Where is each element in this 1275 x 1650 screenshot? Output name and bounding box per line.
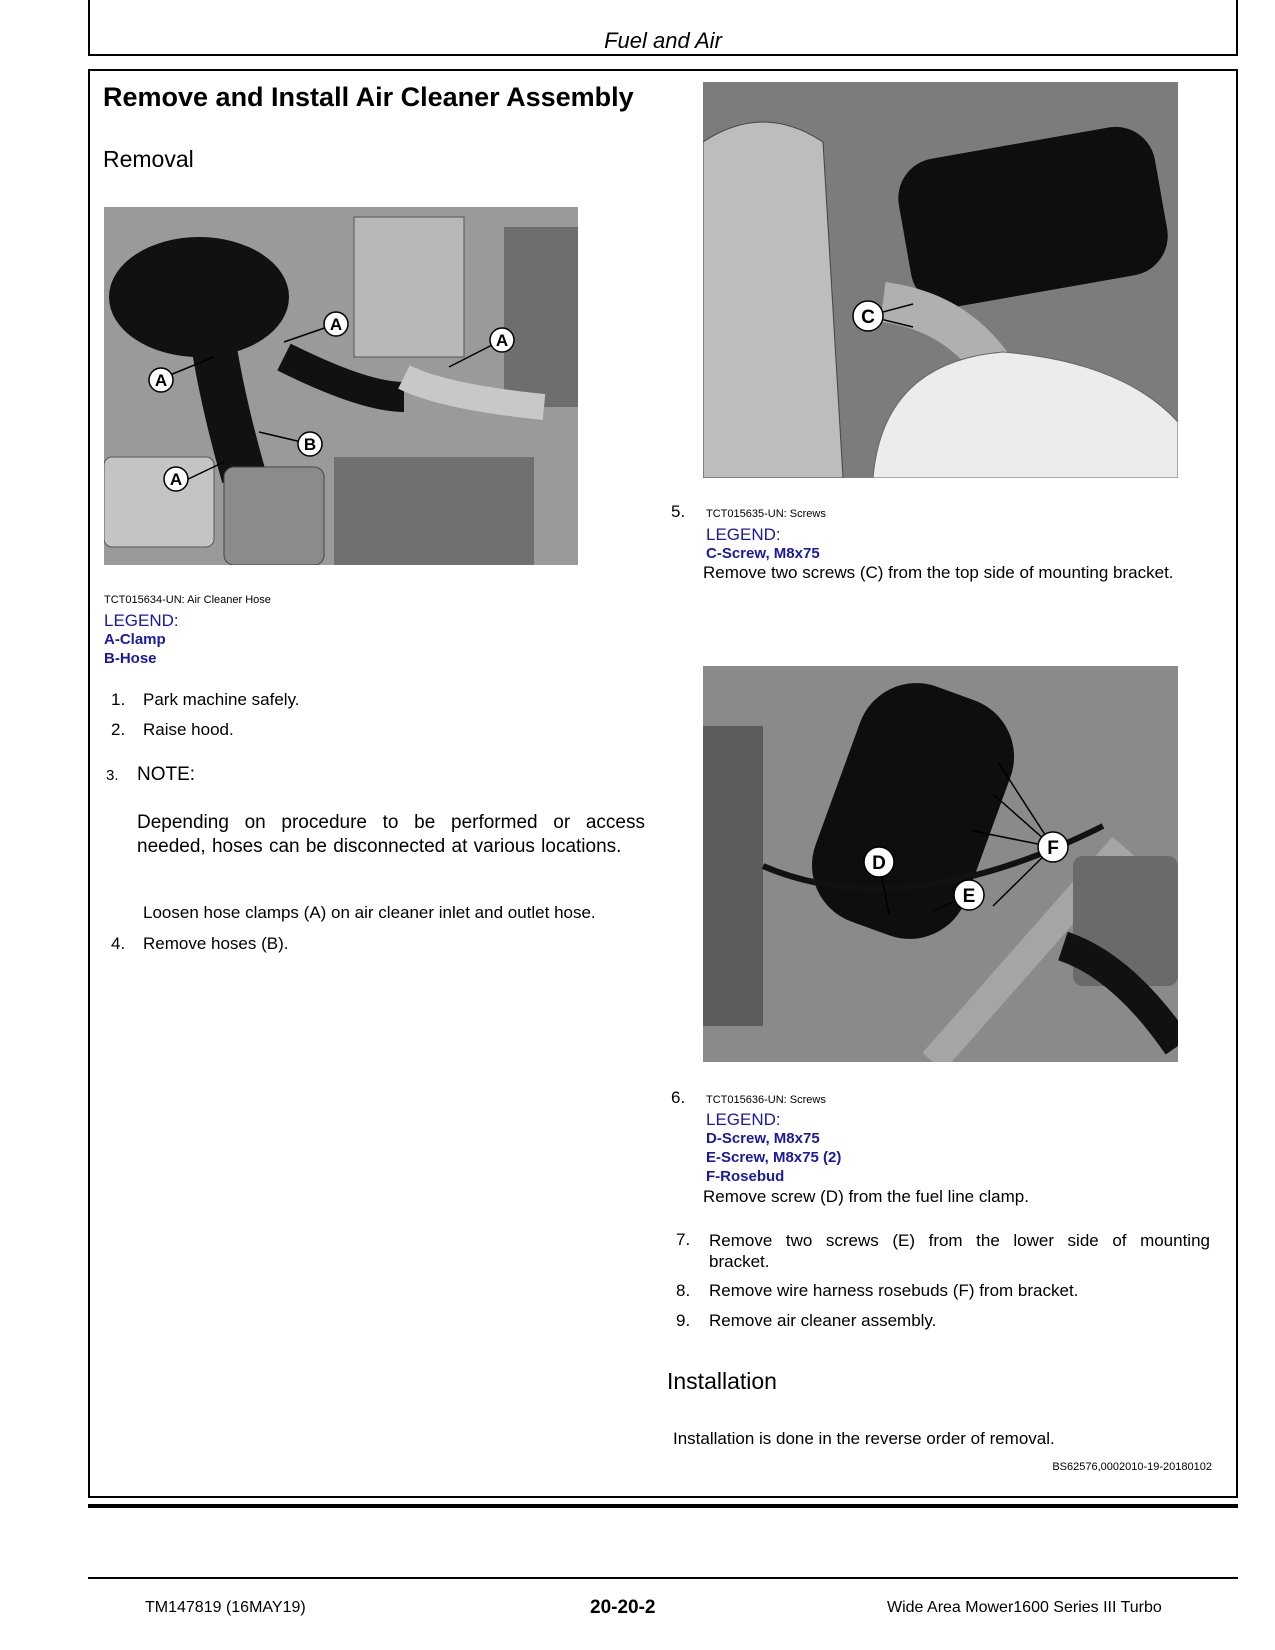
figure-air-cleaner-hose <box>104 207 578 565</box>
step-number: 7. <box>676 1230 691 1249</box>
callout-a1: A <box>329 315 343 334</box>
callout-a2: A <box>154 371 168 390</box>
page-number: 20-20-2 <box>590 1597 656 1618</box>
note-text: Depending on procedure to be performed or access needed, hoses can be disconnected at various locations. <box>137 812 645 857</box>
step-number: 3. <box>106 767 119 784</box>
step-text: Remove two screws (C) from the top side of mounting bracket. <box>703 563 1174 582</box>
footer-tm-number: TM147819 (16MAY19) <box>145 1599 306 1616</box>
figure1-legend-title: LEGEND: <box>104 611 179 630</box>
legend-item: D-Screw, M8x75 <box>706 1130 820 1147</box>
step-text: Remove two screws (E) from the lower side of mounting bracket. <box>709 1231 1210 1271</box>
callout-e: E <box>962 886 976 907</box>
page-title: Remove and Install Air Cleaner Assembly <box>103 82 634 112</box>
figure2-caption: TCT015635-UN: Screws <box>706 508 826 520</box>
figure2-legend-title: LEGEND: <box>706 525 781 544</box>
callout-c: C <box>861 307 875 328</box>
callout-b: B <box>303 435 317 454</box>
legend-item: F-Rosebud <box>706 1168 785 1185</box>
callout-a4: A <box>169 470 183 489</box>
legend-item: B-Hose <box>104 650 157 667</box>
step-text: Remove air cleaner assembly. <box>709 1311 937 1330</box>
footer-product: Wide Area Mower1600 Series III Turbo <box>887 1599 1162 1616</box>
figure3-caption: TCT015636-UN: Screws <box>706 1094 826 1106</box>
step3-text: Loosen hose clamps (A) on air cleaner inlet and outlet hose. <box>143 903 596 922</box>
step-number: 9. <box>676 1311 691 1330</box>
legend-item: A-Clamp <box>104 631 166 648</box>
step-text: Park machine safely. <box>143 690 300 709</box>
footer-rule <box>88 1577 1238 1579</box>
step-number: 8. <box>676 1281 691 1300</box>
section-header: Fuel and Air <box>604 28 722 53</box>
step-number: 4. <box>111 934 126 953</box>
step-number: 5. <box>671 502 686 521</box>
step-text: Remove wire harness rosebuds (F) from bracket. <box>709 1281 1079 1300</box>
figure-screws-c <box>703 82 1178 478</box>
figure1-caption: TCT015634-UN: Air Cleaner Hose <box>104 594 271 606</box>
legend-item: C-Screw, M8x75 <box>706 545 820 562</box>
callout-a3: A <box>495 331 509 350</box>
callout-f: F <box>1047 838 1059 859</box>
step-number: 2. <box>111 720 126 739</box>
removal-heading: Removal <box>103 146 194 172</box>
document-reference: BS62576,0002010-19-20180102 <box>1052 1461 1212 1473</box>
legend-item: E-Screw, M8x75 (2) <box>706 1149 842 1166</box>
bottom-rule <box>88 1504 1238 1508</box>
figure3-legend-title: LEGEND: <box>706 1110 781 1129</box>
step-text: Remove hoses (B). <box>143 934 289 953</box>
step-text: Raise hood. <box>143 720 234 739</box>
figure-screws-def <box>703 666 1178 1062</box>
step-text: Remove screw (D) from the fuel line clamp. <box>703 1187 1029 1206</box>
step-number: 1. <box>111 690 126 709</box>
installation-heading: Installation <box>667 1368 777 1394</box>
callout-d: D <box>872 853 886 874</box>
installation-text: Installation is done in the reverse order of removal. <box>673 1429 1055 1448</box>
note-label: NOTE: <box>137 764 196 785</box>
step-number: 6. <box>671 1088 686 1107</box>
